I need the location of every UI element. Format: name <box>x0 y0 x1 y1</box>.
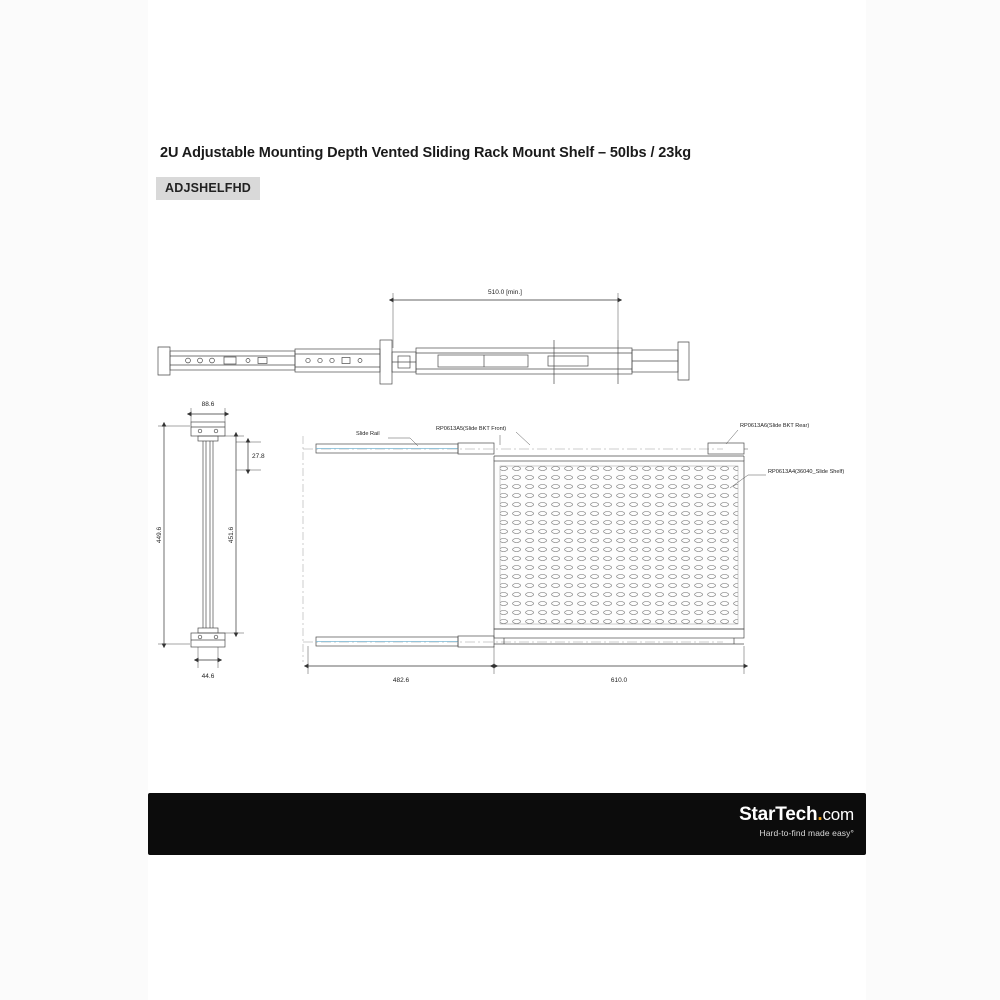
callout-slide-bkt-front: RP0613A5(Slide BKT Front) <box>436 426 507 432</box>
dim-top-510: 510.0 [min.] <box>488 289 522 296</box>
dim-inner-278: 27.8 <box>252 453 265 460</box>
dim-plan-4826: 482.6 <box>392 677 410 684</box>
top-view-slide-rail <box>158 293 689 384</box>
sku-badge: ADJSHELFHD <box>156 177 260 200</box>
dim-width-886: 88.6 <box>201 401 215 408</box>
brand-name: StarTech <box>739 804 818 825</box>
callout-slide-rail: Slide Rail <box>356 431 380 437</box>
dim-inner-height-4516: 451.6 <box>228 526 235 544</box>
brand-tagline: Hard-to-find made easy° <box>759 828 854 838</box>
page-margin-left <box>0 0 148 1000</box>
brand-dot: . <box>817 804 823 825</box>
brand-tld: com <box>822 805 854 824</box>
callout-slide-bkt-rear: RP0613A6(Slide BKT Rear) <box>740 423 810 429</box>
product-spec-sheet <box>148 0 866 1000</box>
brand-logo <box>739 805 854 838</box>
callout-slide-shelf: RP0613A4(36040_Slide Shelf) <box>768 469 845 475</box>
technical-drawing <box>148 230 866 690</box>
page-title: 2U Adjustable Mounting Depth Vented Sliding Rack Mount Shelf – 50lbs / 23kg <box>160 145 691 161</box>
dim-base-446: 44.6 <box>201 673 215 680</box>
page-margin-right <box>866 0 1000 1000</box>
dim-height-4496: 449.6 <box>156 526 163 544</box>
side-view <box>158 408 261 668</box>
plan-view <box>303 430 766 674</box>
dim-plan-6100: 610.0 <box>610 677 628 684</box>
